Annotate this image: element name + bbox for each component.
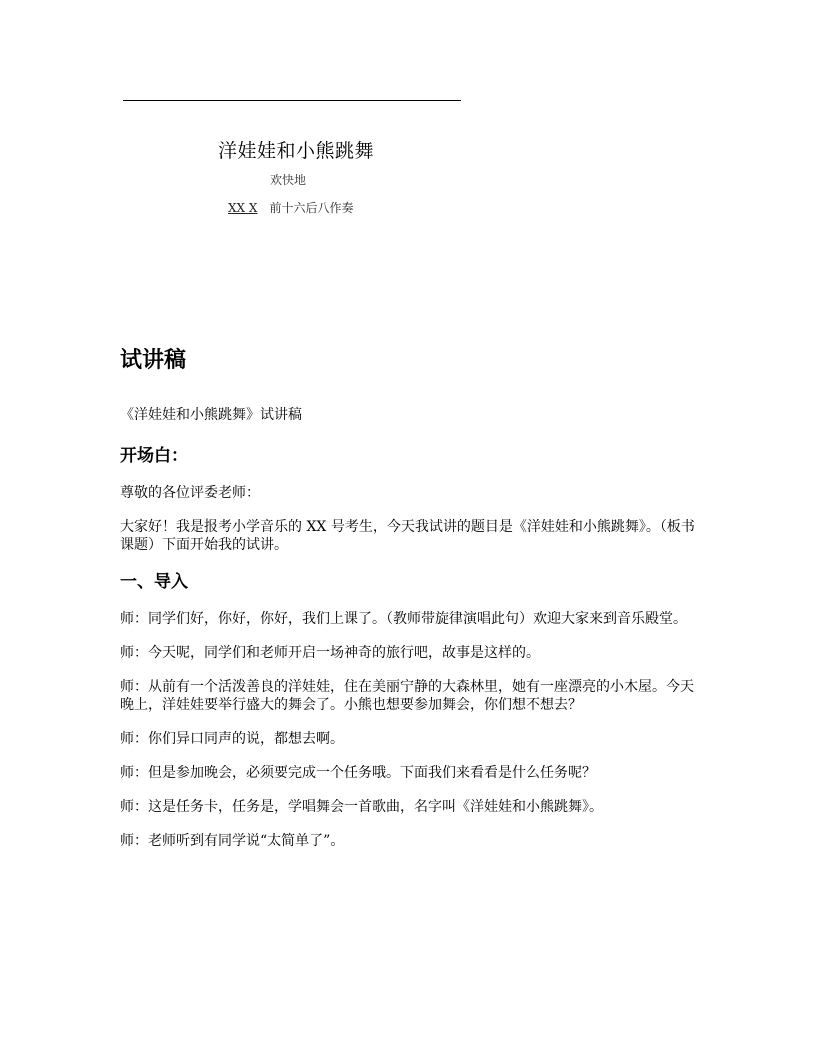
body-paragraph: 师：今天呢，同学们和老师开启一场神奇的旅行吧，故事是这样的。	[120, 645, 540, 661]
body-paragraph: 师：从前有一个活泼善良的洋娃娃，住在美丽宁静的大森林里，她有一座漂亮的小木屋。今天晚上，洋娃娃要举行盛大的舞会了。小熊也想要参加舞会，你们想不想去？	[120, 679, 694, 713]
body-paragraph: 师：老师听到有同学说“太简单了”。	[120, 833, 345, 849]
body-paragraph: 师：但是参加晚会，必须要完成一个任务哦。下面我们来看看是什么任务呢？	[120, 765, 596, 781]
body-paragraph: 师：你们异口同声的说，都想去啊。	[120, 731, 344, 747]
page-heading: 试讲稿	[120, 348, 187, 373]
cover-tempo-marking: 欢快地	[270, 173, 307, 187]
document-title: 《洋娃娃和小熊跳舞》试讲稿	[120, 407, 302, 423]
section-heading-intro: 一、导入	[120, 572, 188, 592]
cover-meta-underlined: XX X	[228, 201, 258, 215]
greeting-paragraph: 尊敬的各位评委老师：	[120, 485, 260, 501]
body-paragraph: 师：这是任务卡，任务是，学唱舞会一首歌曲，名字叫《洋娃娃和小熊跳舞》。	[120, 799, 603, 815]
cover-song-title: 洋娃娃和小熊跳舞	[218, 140, 375, 162]
cover-meta-text: 前十六后八作奏	[269, 201, 354, 215]
cover-meta-line	[228, 199, 353, 216]
section-heading-opening: 开场白：	[120, 446, 188, 466]
header-rule	[123, 100, 461, 101]
body-paragraph: 师：同学们好，你好，你好，我们上课了。（教师带旋律演唱此句）欢迎大家来到音乐殿堂。	[120, 611, 687, 627]
intro-paragraph: 大家好！我是报考小学音乐的 XX 号考生，今天我试讲的题目是《洋娃娃和小熊跳舞》。（板书课题）下面开始我的试讲。	[120, 519, 695, 553]
document-body	[120, 344, 700, 866]
